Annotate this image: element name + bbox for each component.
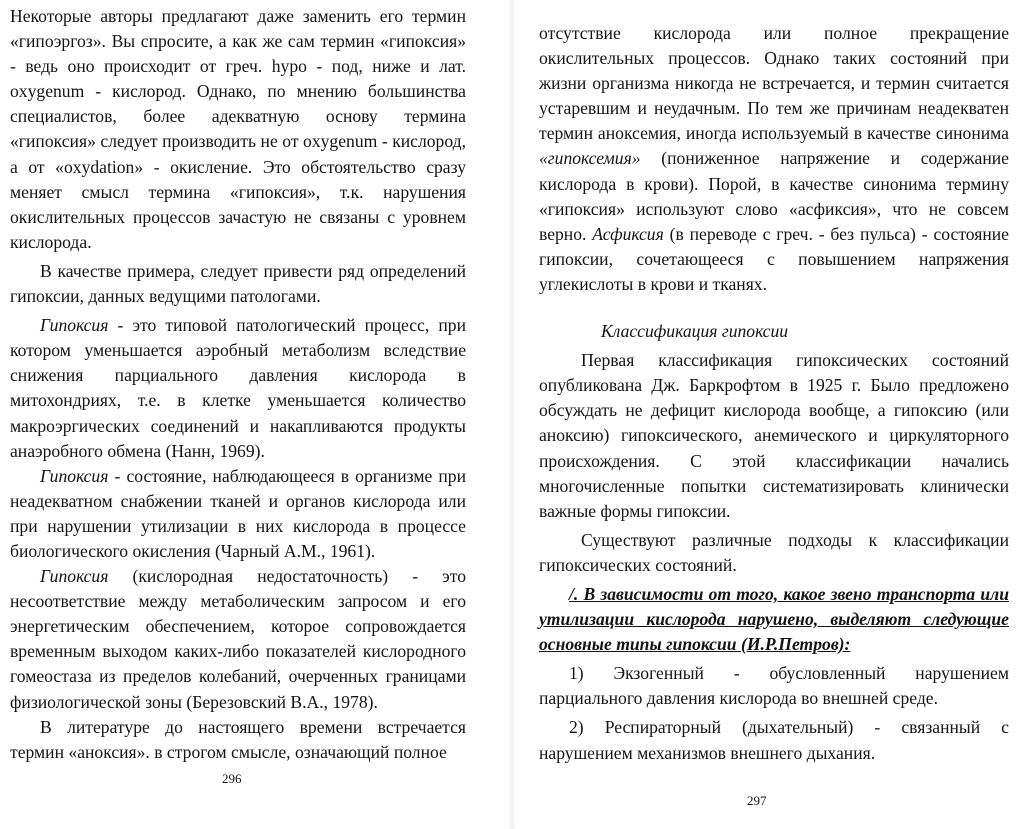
right-page (512, 0, 1024, 829)
definition-term: Гипоксия (40, 315, 109, 336)
paragraph-barcroft: Первая классификация гипоксических состояний опубликована Дж. Баркрофтом в 1925 г. Было предложено обсуждать не дефицит кислорода вообще, а гипоксию (или аноксию) гипоксического, анемического и циркуляторного происхождения. С этой классификации начались многочисленные попытки систематизировать клинически важные формы гипоксии. (539, 350, 1009, 521)
section-heading: Классификация гипоксии (601, 321, 789, 342)
paragraph-examples: В качестве примера, следует привести ряд определений гипоксии, данных ведущими патологами. (10, 260, 466, 307)
right-text-column (539, 21, 1009, 766)
left-text-column (10, 4, 466, 765)
definition-1 (10, 313, 466, 464)
paragraph-continuation (539, 21, 1009, 297)
definition-2 (10, 464, 466, 564)
classification-lead: /. В зависимости от того, какое звено транспорта или утилизации кислорода нарушено, выделяют следующие основные типы гипоксии (И.Р.Петров): (539, 583, 1009, 655)
paragraph-approaches: Существуют различные подходы к классификации гипоксических состояний. (539, 529, 1009, 575)
paragraph-classification (539, 582, 1009, 657)
page-number-left: 296 (222, 771, 242, 786)
term-asphyxia: Асфиксия (592, 223, 664, 244)
definition-text: - состояние, наблюдающееся в организме при неадекватном снабжении тканей и органов кислорода или при нарушении утилизации в них кислорода в процессе биологического окисления (Чарный А.М., 1961). (10, 465, 466, 561)
page-number-right: 297 (747, 793, 767, 808)
definition-text: - это типовой патологический процесс, при котором уменьшается аэробный метаболизм вследствие снижения парциального давления кислорода в митохондриях, т.е. в клетке уменьшается количество макроэргических соединений и накапливаются продукты анаэробного обмена (Нанн, 1969). (10, 315, 466, 461)
text-run: (в переводе с греч. - без пульса) - состояние гипоксии, сочетающееся с повышением напряжения углекислоты в крови и тканях. (539, 223, 1009, 294)
paragraph-intro: Некоторые авторы предлагают даже заменить его термин «гипоэргоз». Вы спросите, а как же сам термин «гипоксия» - ведь оно происходит от греч. hypo - под, ниже и лат. oxygenum - кислород. Однако, по мнению большинства специалистов, более адекватную основу термина «гипоксия» следует производить не от oxygenum - кислород, а от «oxydation» - окисление. Это обстоятельство сразу меняет смысл термина «гипоксия», т.к. нарушения окислительных процессов зачастую не связаны с уровнем кислорода. (10, 6, 466, 252)
definition-term: Гипоксия (40, 566, 109, 587)
definition-text: (кислородная недостаточность) - это несоответствие между метаболическим запросом и его энергетическим обеспечением, которое сопровождается временным выходом каких-либо показателей кислородного гомеостаза из пределов колебаний, очерченных границами физиологической зоны (Березовский В.А., 1978). (10, 566, 466, 712)
paragraph-anoxia: В литературе до настоящего времени встречается термин «аноксия». в строгом смысле, означающий полное (10, 716, 466, 762)
list-item-respiratory: 2) Респираторный (дыхательный) - связанный с нарушением механизмов внешнего дыхания. (539, 717, 1009, 763)
definition-3 (10, 564, 466, 715)
list-item-exogenous: 1) Экзогенный - обусловленный нарушением парциального давления кислорода во внешней среде. (539, 663, 1009, 709)
text-run: отсутствие кислорода или полное прекращение окислительных процессов. Однако таких состояний при жизни организма никогда не встречается, и термин считается устаревшим и неудачным. По тем же причинам неадекватен термин аноксемия, иногда используемый в качестве синонима (539, 23, 1009, 144)
term-hypoxemia: «гипоксемия» (539, 148, 641, 169)
text-run: (пониженное напряжение и содержание кислорода в крови). Порой, в качестве синонима термину «гипоксия» используют слово «асфиксия», что не совсем верно. (539, 148, 1009, 244)
definition-term: Гипоксия (40, 465, 109, 486)
